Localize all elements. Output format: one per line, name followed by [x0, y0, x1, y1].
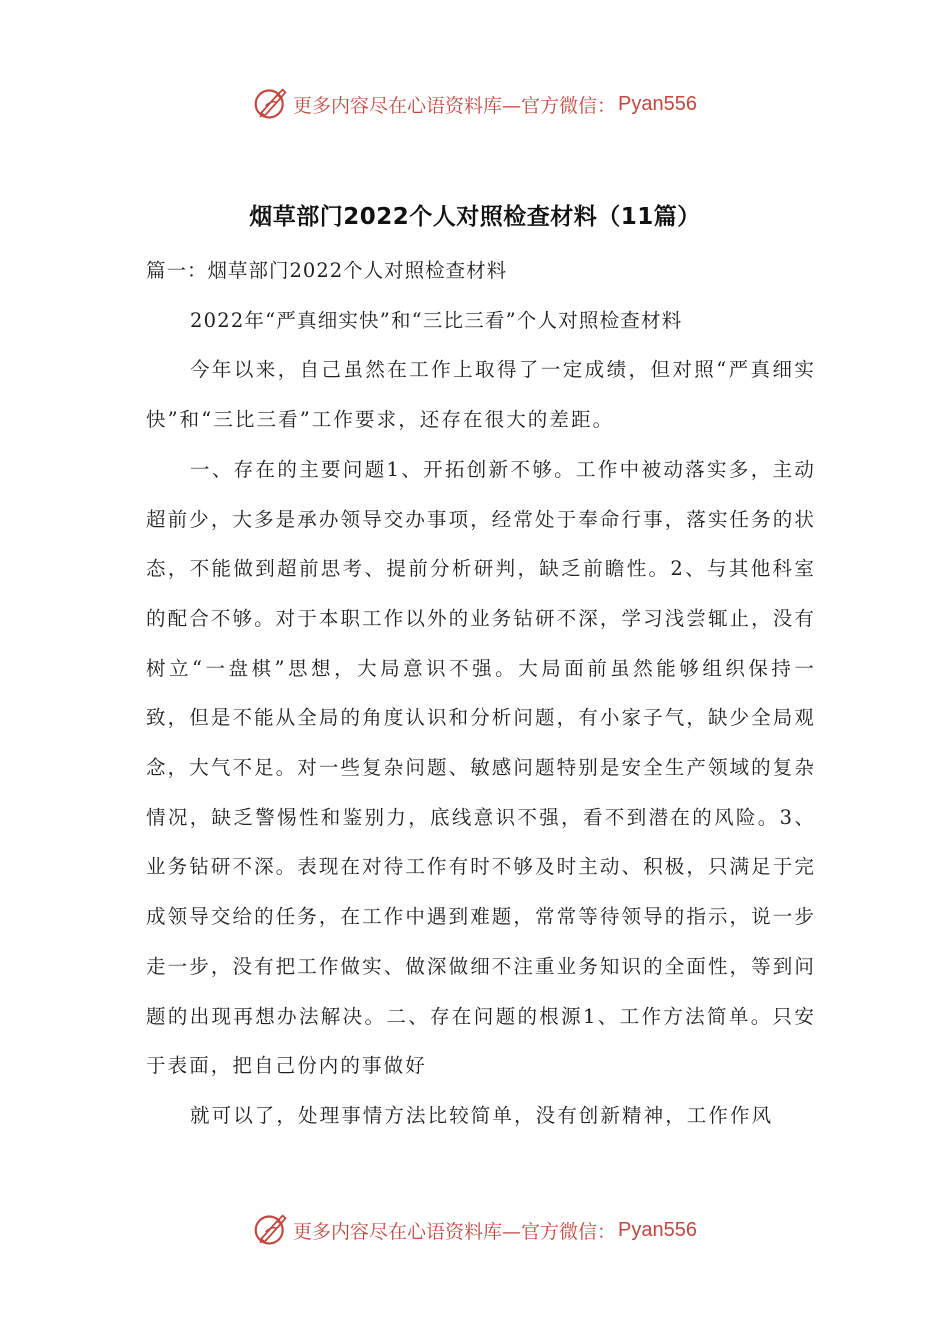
document-title: 烟草部门2022个人对照检查材料（11篇） [249, 204, 701, 230]
document-body [146, 246, 816, 1141]
body-paragraph-2: 一、存在的主要问题1、开拓创新不够。工作中被动落实多，主动超前少，大多是承办领导交办事项，经常处于奉命行事，落实任务的状态，不能做到超前思考、提前分析研判，缺乏前瞻性。2、与其他科室的配合不够。对于本职工作以外的业务钻研不深，学习浅尝辄止，没有树立“一盘棋”思想，大局意识不强。大局面前虽然能够组织保持一致，但是不能从全局的角度认识和分析问题，有小家子气，缺少全局观念，大气不足。对一些复杂问题、敏感问题特别是安全生产领域的复杂情况，缺乏警惕性和鉴别力，底线意识不强，看不到潜在的风险。3、业务钻研不深。表现在对待工作有时不够及时主动、积极，只满足于完成领导交给的任务，在工作中遇到难题，常常等待领导的指示，说一步走一步，没有把工作做实、做深做细不注重业务知识的全面性，等到问题的出现再想办法解决。二、存在问题的根源1、工作方法简单。只安于表面，把自己份内的事做好 [146, 457, 816, 1078]
watermark-wechat-id: Pyan556 [618, 1218, 697, 1241]
watermark-text: 更多内容尽在心语资料库—官方微信： [293, 1220, 617, 1243]
watermark-text: 更多内容尽在心语资料库—官方微信： [293, 94, 617, 117]
body-paragraph-3: 就可以了，处理事情方法比较简单，没有创新精神，工作作风 [190, 1103, 774, 1127]
pen-logo-icon [253, 1212, 289, 1248]
watermark-footer [0, 1210, 950, 1250]
pen-logo-icon [253, 86, 289, 122]
section-heading: 篇一：烟草部门2022个人对照检查材料 [146, 259, 508, 282]
watermark-wechat-id: Pyan556 [618, 92, 697, 115]
section-subtitle: 2022年“严真细实快”和“三比三看”个人对照检查材料 [190, 308, 683, 332]
watermark-header [0, 84, 950, 124]
body-paragraph-1: 今年以来，自己虽然在工作上取得了一定成绩，但对照“严真细实快”和“三比三看”工作要求，还存在很大的差距。 [146, 358, 816, 432]
